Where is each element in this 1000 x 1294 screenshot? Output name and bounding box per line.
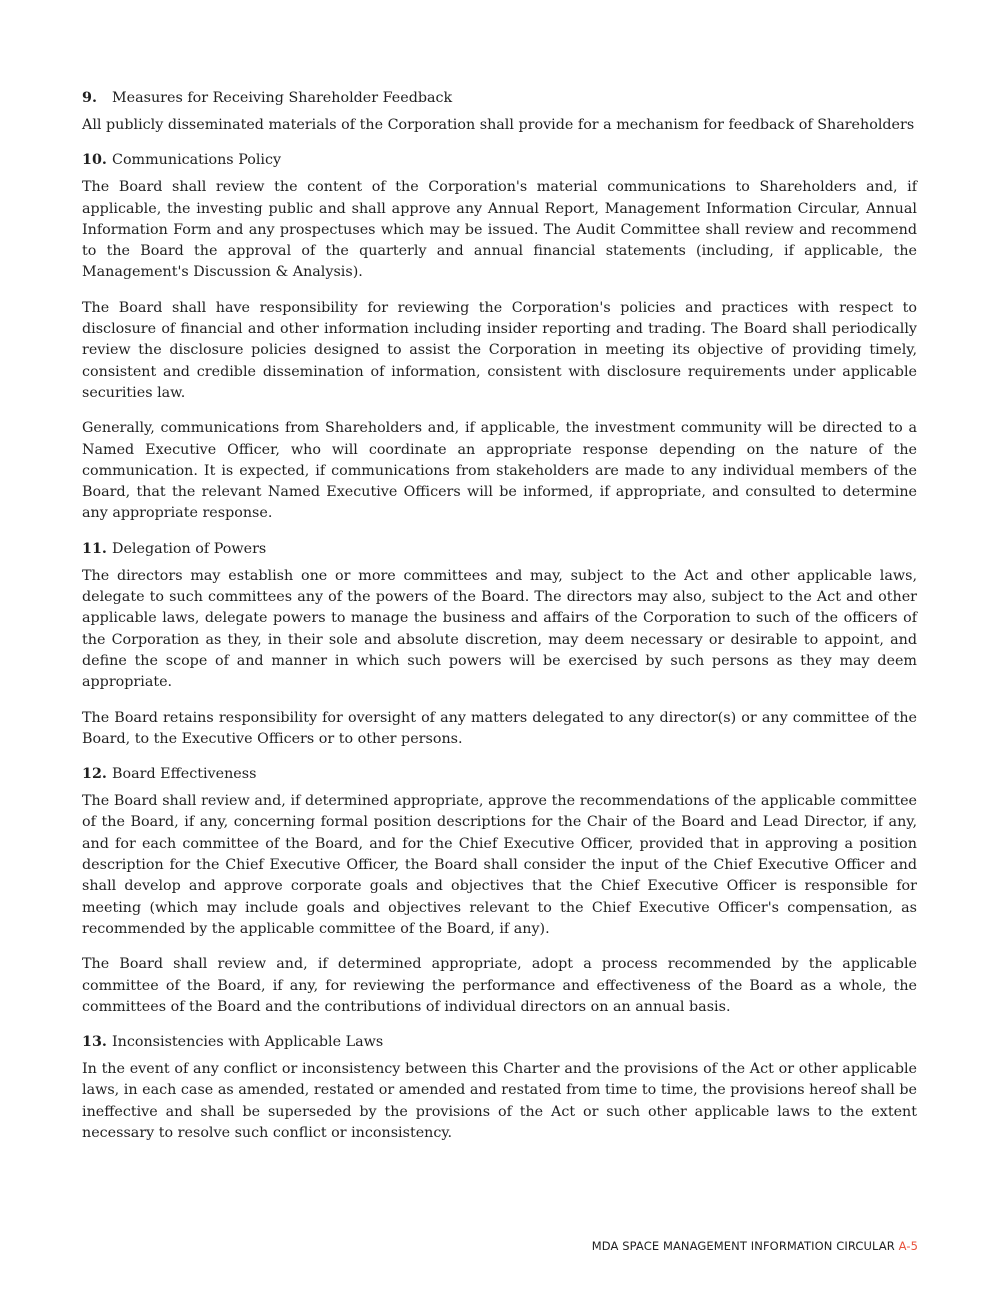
paragraph: The Board retains responsibility for oversight of any matters delegated to any director(s) or any committee of the Board, to the Executive Officers or to other persons. bbox=[82, 709, 917, 747]
page-footer bbox=[592, 1239, 918, 1253]
paragraph: The Board shall review and, if determined appropriate, adopt a process recommended by the applicable committee of the Board, if any, for reviewing the performance and effectiveness of the Board as a whole, the committees of the Board and the contributions of individual directors on an annual basis. bbox=[82, 956, 917, 1015]
section-heading bbox=[82, 1032, 917, 1053]
section-10 bbox=[82, 150, 917, 524]
document-body bbox=[82, 88, 917, 1158]
section-heading bbox=[82, 764, 917, 785]
footer-label: MDA SPACE MANAGEMENT INFORMATION CIRCULAR bbox=[591, 1239, 899, 1253]
section-heading bbox=[82, 88, 917, 109]
section-number: 9. bbox=[82, 90, 97, 106]
section-number: 12. bbox=[82, 766, 107, 783]
paragraph: The Board shall review and, if determined appropriate, approve the recommendations of the applicable committee of the Board, if any, concerning formal position descriptions for the Chair of the Board and Lead Director, if any, and for each committee of the Board, and for the Chief Executive Officer, provided that in approving a position description for the Chief Executive Officer, the Board shall consider the input of the Chief Executive Officer and shall develop and approve corporate goals and objectives that the Chief Executive Officer is responsible for meeting (which may include goals and objectives relevant to the Chief Executive Officer's compensation, as recommended by the applicable committee of the Board, if any). bbox=[82, 793, 917, 937]
section-title: Communications Policy bbox=[112, 152, 282, 169]
section-9 bbox=[82, 88, 917, 136]
section-11 bbox=[82, 539, 917, 750]
paragraph: The Board shall review the content of the Corporation's material communications to Shareholders and, if applicable, the investing public and shall approve any Annual Report, Management Information Circular, Annual Information Form and any prospectuses which may be issued. The Audit Committee shall review and recommend to the Board the approval of the quarterly and annual financial statements (including, if applicable, the Management's Discussion & Analysis). bbox=[82, 179, 917, 281]
section-title: Measures for Receiving Shareholder Feedback bbox=[112, 90, 453, 106]
section-heading bbox=[82, 150, 917, 171]
section-number: 11. bbox=[82, 540, 107, 557]
paragraph: Generally, communications from Shareholders and, if applicable, the investment community will be directed to a Named Executive Officer, who will coordinate an appropriate response depending on the nature of the communication. It is expected, if communications from stakeholders are made to any individual members of the Board, that the relevant Named Executive Officers will be informed, if appropriate, and consulted to determine any appropriate response. bbox=[82, 420, 917, 522]
paragraph: All publicly disseminated materials of the Corporation shall provide for a mechanism for feedback of Shareholders bbox=[82, 117, 915, 133]
page-number: A-5 bbox=[898, 1239, 918, 1253]
paragraph: The directors may establish one or more committees and may, subject to the Act and other applicable laws, delegate to such committees any of the powers of the Board. The directors may also, subject to the Act and other applicable laws, delegate powers to manage the business and affairs of the Corporation to such of the officers of the Corporation as they, in their sole and absolute discretion, may deem necessary or desirable to appoint, and define the scope of and manner in which such powers will be exercised by such persons as they may deem appropriate. bbox=[82, 567, 917, 691]
paragraph: In the event of any conflict or inconsistency between this Charter and the provisions of the Act or other applicable laws, in each case as amended, restated or amended and restated from time to time, the provisions hereof shall be ineffective and shall be superseded by the provisions of the Act or such other applicable laws to the extent necessary to resolve such conflict or inconsistency. bbox=[82, 1061, 917, 1141]
section-title: Inconsistencies with Applicable Laws bbox=[112, 1034, 384, 1051]
section-title: Delegation of Powers bbox=[112, 540, 267, 557]
section-title: Board Effectiveness bbox=[112, 766, 257, 783]
section-13 bbox=[82, 1032, 917, 1144]
section-12 bbox=[82, 764, 917, 1018]
section-heading bbox=[82, 539, 917, 560]
section-number: 13. bbox=[82, 1034, 107, 1051]
section-number: 10. bbox=[82, 152, 107, 169]
paragraph: The Board shall have responsibility for reviewing the Corporation's policies and practices with respect to disclosure of financial and other information including insider reporting and trading. The Board shall periodically review the disclosure policies designed to assist the Corporation in meeting its objective of providing timely, consistent and credible dissemination of information, consistent with disclosure requirements under applicable securities law. bbox=[82, 299, 917, 401]
